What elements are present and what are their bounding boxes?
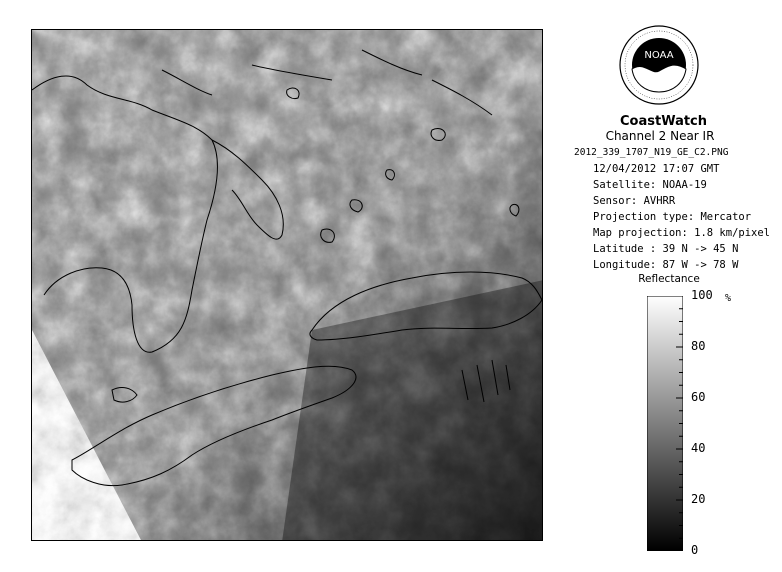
datetime: 12/04/2012 17:07 GMT bbox=[593, 163, 720, 175]
product-title: Channel 2 Near IR bbox=[605, 129, 715, 143]
latitude: Latitude : 39 N -> 45 N bbox=[593, 243, 739, 255]
colorbar-title: Reflectance bbox=[638, 273, 700, 285]
map-projection: Map projection: 1.8 km/pixel bbox=[593, 227, 771, 239]
logo-text: NOAA bbox=[644, 50, 674, 61]
colorbar-tick-label: 80 bbox=[691, 339, 706, 353]
longitude: Longitude: 87 W -> 78 W bbox=[593, 259, 739, 271]
colorbar-tick-label: 60 bbox=[691, 390, 706, 404]
projection-type: Projection type: Mercator bbox=[593, 211, 752, 223]
filename: 2012_339_1707_N19_GE_C2.PNG bbox=[574, 147, 729, 158]
sensor: Sensor: AVHRR bbox=[593, 195, 676, 207]
noaa-logo bbox=[619, 25, 699, 105]
colorbar-tick-label: 20 bbox=[691, 492, 706, 506]
colorbar-unit: % bbox=[725, 293, 732, 304]
colorbar bbox=[647, 296, 683, 551]
satellite-image bbox=[31, 29, 543, 541]
colorbar-tick-label: 0 bbox=[691, 543, 699, 557]
colorbar-tick-label: 40 bbox=[691, 441, 706, 455]
reflectance-map bbox=[32, 30, 543, 541]
satellite: Satellite: NOAA-19 bbox=[593, 179, 707, 191]
colorbar-tick-label: 100 bbox=[691, 288, 713, 302]
brand-title: CoastWatch bbox=[620, 114, 708, 129]
